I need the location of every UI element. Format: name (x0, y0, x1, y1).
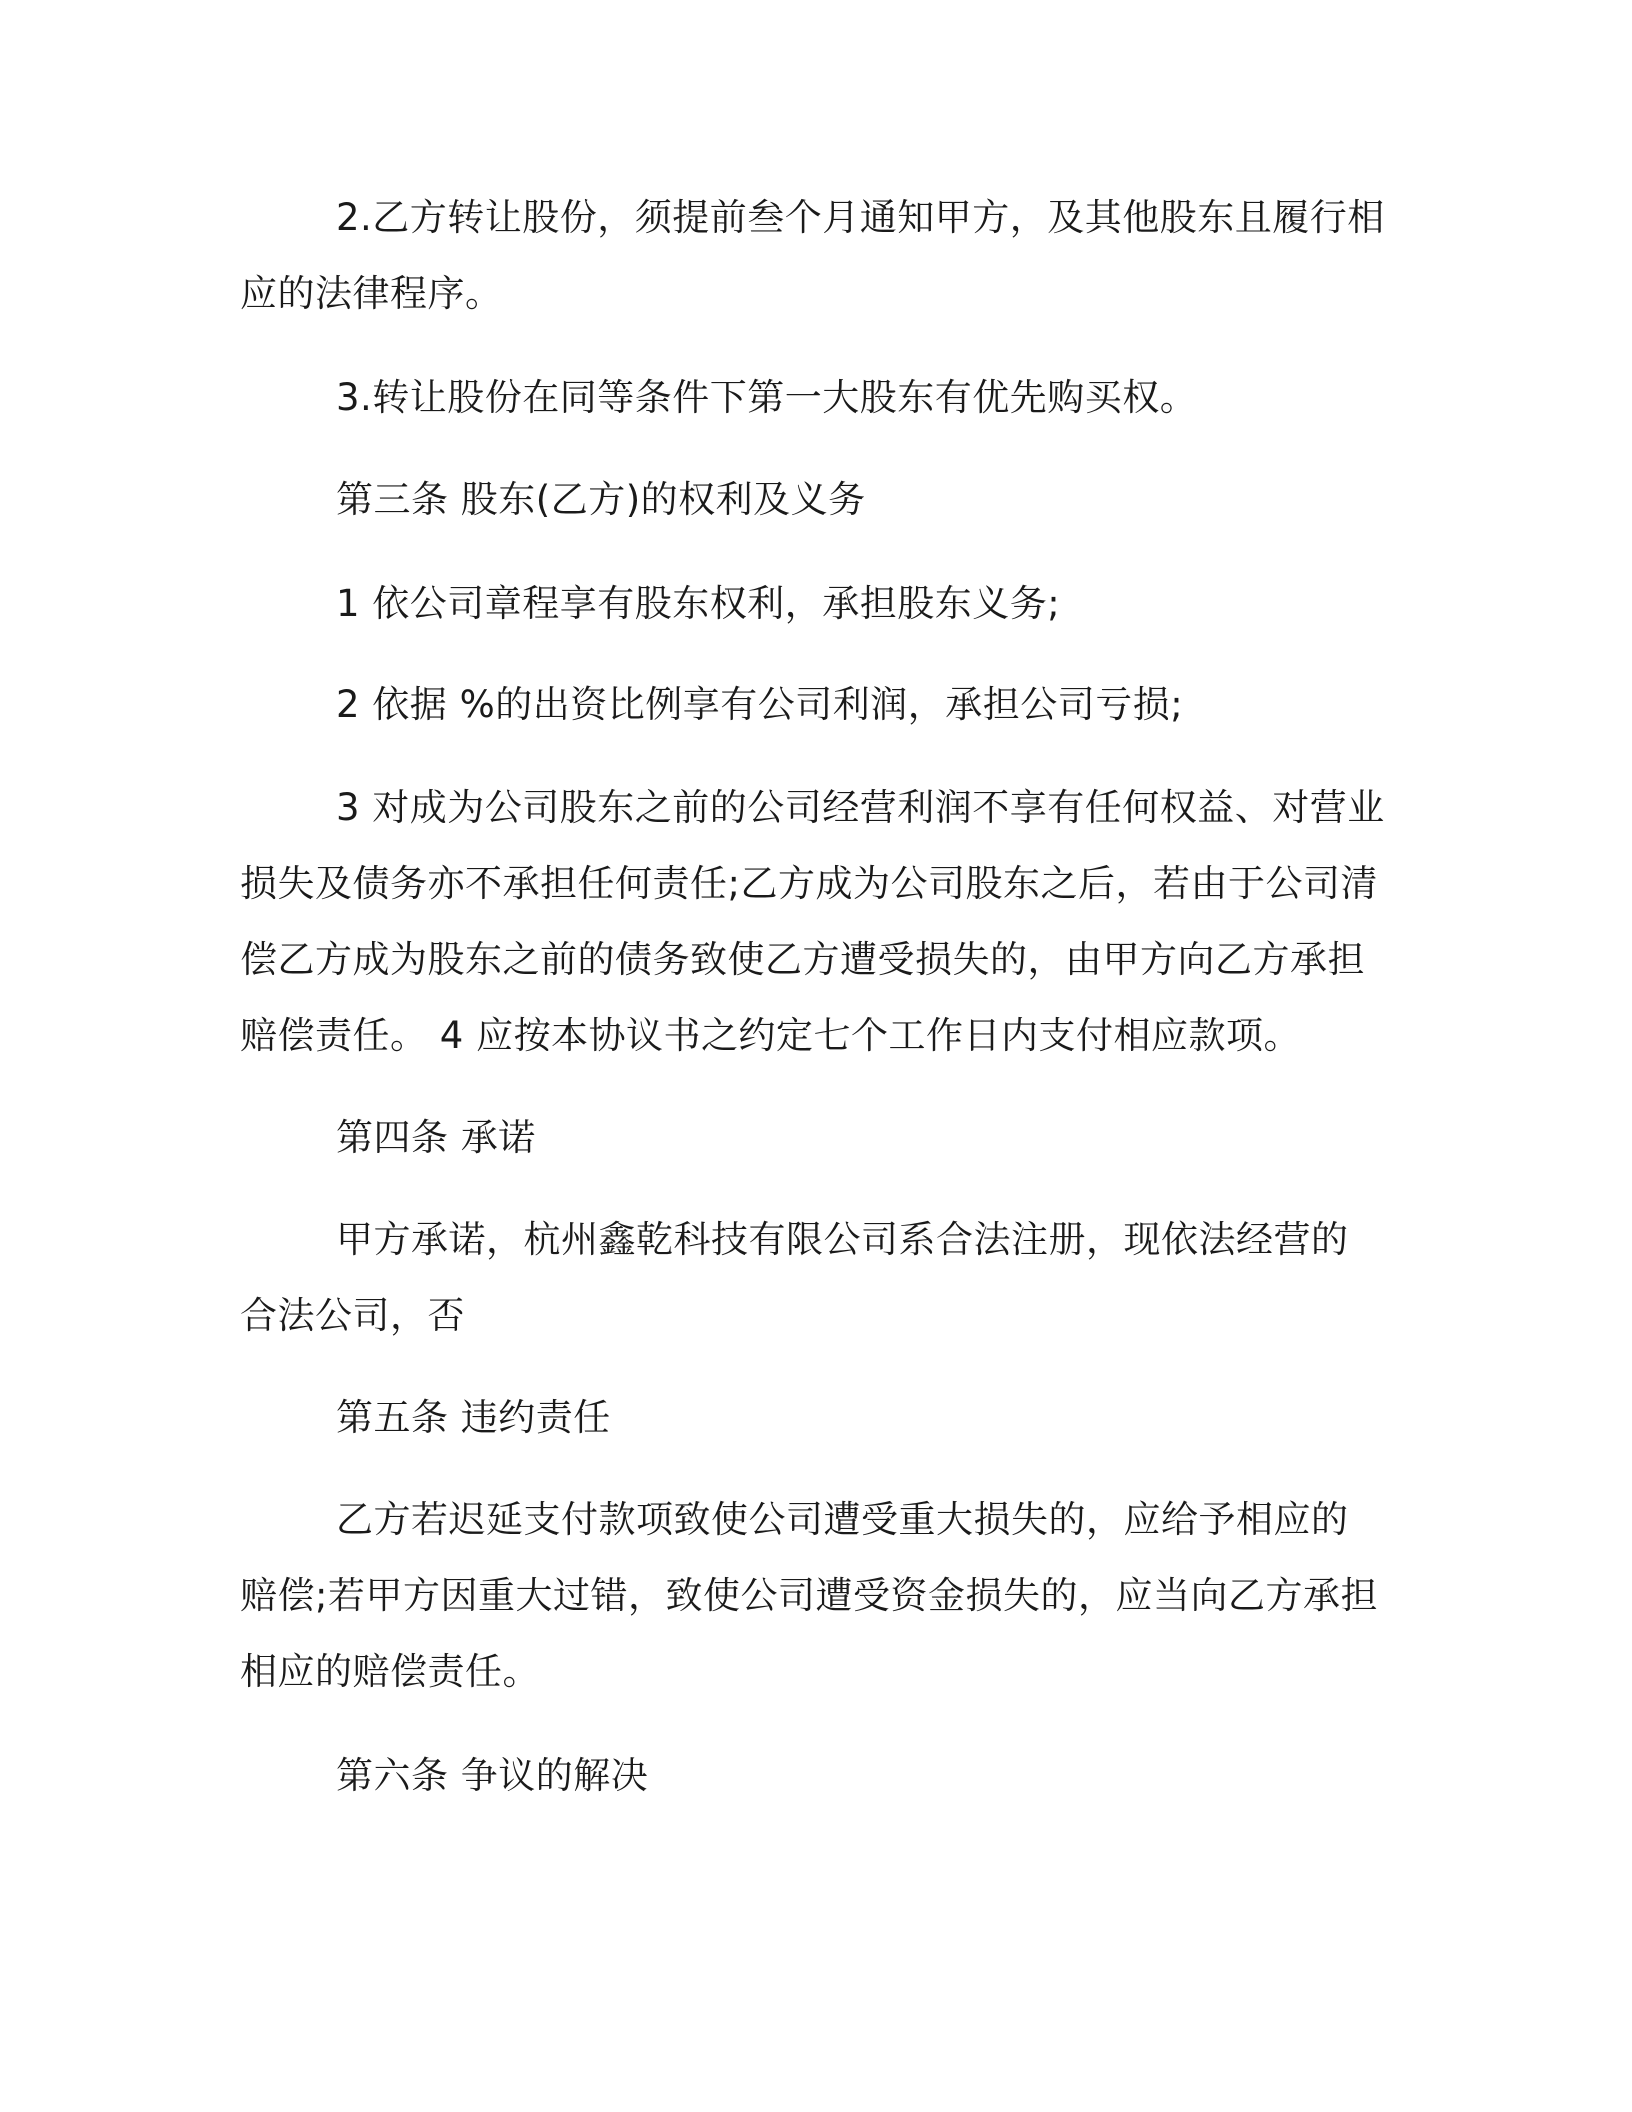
heading-article-3: 第三条 股东(乙方)的权利及义务 (336, 478, 866, 521)
paragraph-preemptive-right: 3.转让股份在同等条件下第一大股东有优先购买权。 (336, 376, 1198, 419)
paragraph-transfer-notice: 2.乙方转让股份，须提前叁个月通知甲方，及其他股东且履行相应的法律程序。 (240, 196, 1385, 315)
paragraph-liability: 乙方若迟延支付款项致使公司遭受重大损失的，应给予相应的赔偿;若甲方因重大过错，致使公司遭受资金损失的，应当向乙方承担相应的赔偿责任。 (240, 1498, 1378, 1693)
heading-article-6: 第六条 争议的解决 (336, 1754, 649, 1797)
heading-article-5: 第五条 违约责任 (336, 1396, 611, 1439)
paragraph-rights-2: 2 依据 %的出资比例享有公司利润，承担公司亏损; (336, 683, 1184, 726)
paragraph-rights-3-4: 3 对成为公司股东之前的公司经营利润不享有任何权益、对营业损失及债务亦不承担任何责任;乙方成为公司股东之后，若由于公司清偿乙方成为股东之前的债务致使乙方遭受损失的，由甲方向乙方承担赔偿责任。 4 应按本协议书之约定七个工作日内支付相应款项。 (240, 786, 1385, 1057)
paragraph-commitment: 甲方承诺，杭州鑫乾科技有限公司系合法注册，现依法经营的合法公司，否 (240, 1218, 1349, 1337)
paragraph-rights-1: 1 依公司章程享有股东权利，承担股东义务; (336, 582, 1061, 625)
heading-article-4: 第四条 承诺 (336, 1116, 536, 1159)
